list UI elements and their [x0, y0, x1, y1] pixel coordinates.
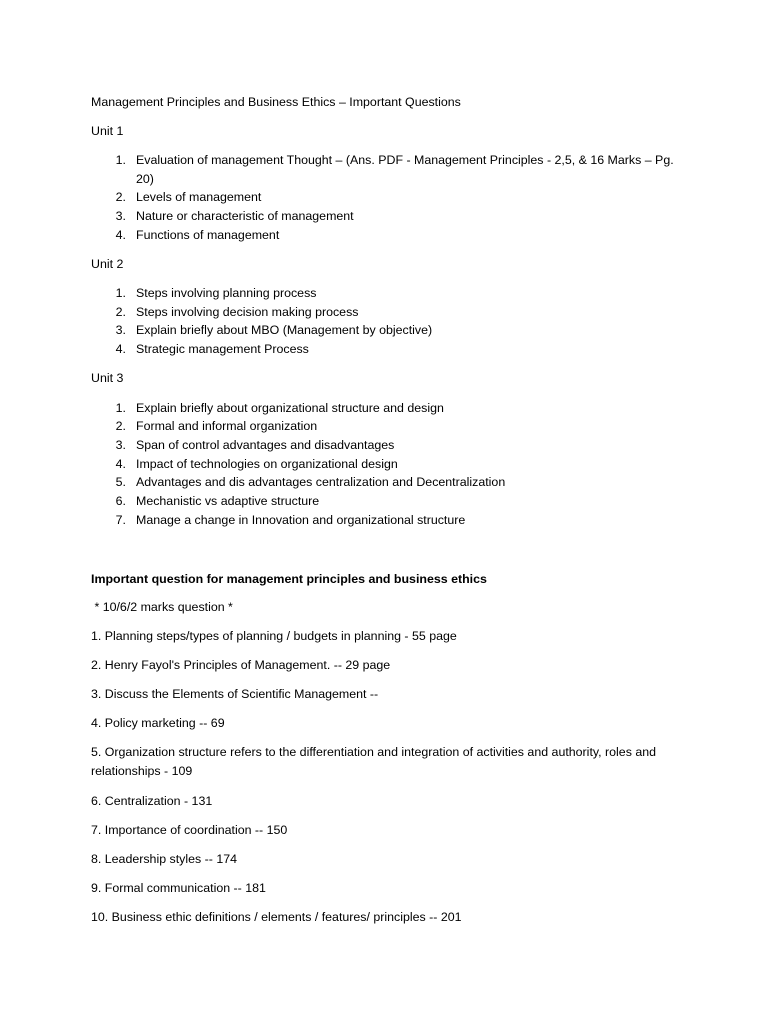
list-number: 2.	[115, 190, 126, 204]
list-number: 4.	[115, 228, 126, 242]
list-item: Manage a change in Innovation and organizational structure	[136, 513, 466, 527]
list-number: 6.	[115, 494, 126, 508]
marks-note: * 10/6/2 marks question *	[91, 600, 233, 614]
question-item: 1. Planning steps/types of planning / budgets in planning - 55 page	[91, 629, 457, 643]
question-item: 7. Importance of coordination -- 150	[91, 823, 288, 837]
list-item: Span of control advantages and disadvantages	[136, 438, 395, 452]
list-item: Evaluation of management Thought – (Ans. PDF - Management Principles - 2,5, & 16 Marks – Pg. 20)	[136, 153, 674, 186]
section-heading: Important question for management principles and business ethics	[91, 572, 487, 586]
list-number: 7.	[115, 513, 126, 527]
list-number: 5.	[115, 475, 126, 489]
question-item: 5. Organization structure refers to the differentiation and integration of activities and authority, roles and relationships - 109	[91, 745, 657, 778]
list-number: 3.	[115, 323, 126, 337]
question-item: 10. Business ethic definitions / elements / features/ principles -- 201	[91, 910, 462, 924]
list-number: 1.	[115, 153, 126, 167]
list-item: Formal and informal organization	[136, 419, 318, 433]
list-item: Mechanistic vs adaptive structure	[136, 494, 320, 508]
question-item: 2. Henry Fayol's Principles of Management. -- 29 page	[91, 658, 391, 672]
list-item: Steps involving planning process	[136, 286, 317, 300]
list-number: 4.	[115, 457, 126, 471]
list-item: Explain briefly about organizational structure and design	[136, 401, 444, 415]
question-item: 3. Discuss the Elements of Scientific Management --	[91, 687, 379, 701]
list-item: Steps involving decision making process	[136, 305, 359, 319]
unit-2-heading: Unit 2	[91, 257, 124, 271]
question-item: 9. Formal communication -- 181	[91, 881, 266, 895]
list-item: Strategic management Process	[136, 342, 309, 356]
list-number: 4.	[115, 342, 126, 356]
list-item: Impact of technologies on organizational design	[136, 457, 398, 471]
question-item: 4. Policy marketing -- 69	[91, 716, 225, 730]
unit-1-heading: Unit 1	[91, 124, 124, 138]
list-item: Nature or characteristic of management	[136, 209, 354, 223]
list-number: 3.	[115, 209, 126, 223]
list-number: 2.	[115, 305, 126, 319]
list-number: 2.	[115, 419, 126, 433]
list-item: Explain briefly about MBO (Management by objective)	[136, 323, 433, 337]
document-title: Management Principles and Business Ethics – Important Questions	[91, 95, 461, 109]
question-item: 6. Centralization - 131	[91, 794, 213, 808]
question-item: 8. Leadership styles -- 174	[91, 852, 238, 866]
unit-3-heading: Unit 3	[91, 371, 124, 385]
list-number: 3.	[115, 438, 126, 452]
list-number: 1.	[115, 286, 126, 300]
list-number: 1.	[115, 401, 126, 415]
list-item: Levels of management	[136, 190, 262, 204]
list-item: Functions of management	[136, 228, 280, 242]
list-item: Advantages and dis advantages centralization and Decentralization	[136, 475, 506, 489]
